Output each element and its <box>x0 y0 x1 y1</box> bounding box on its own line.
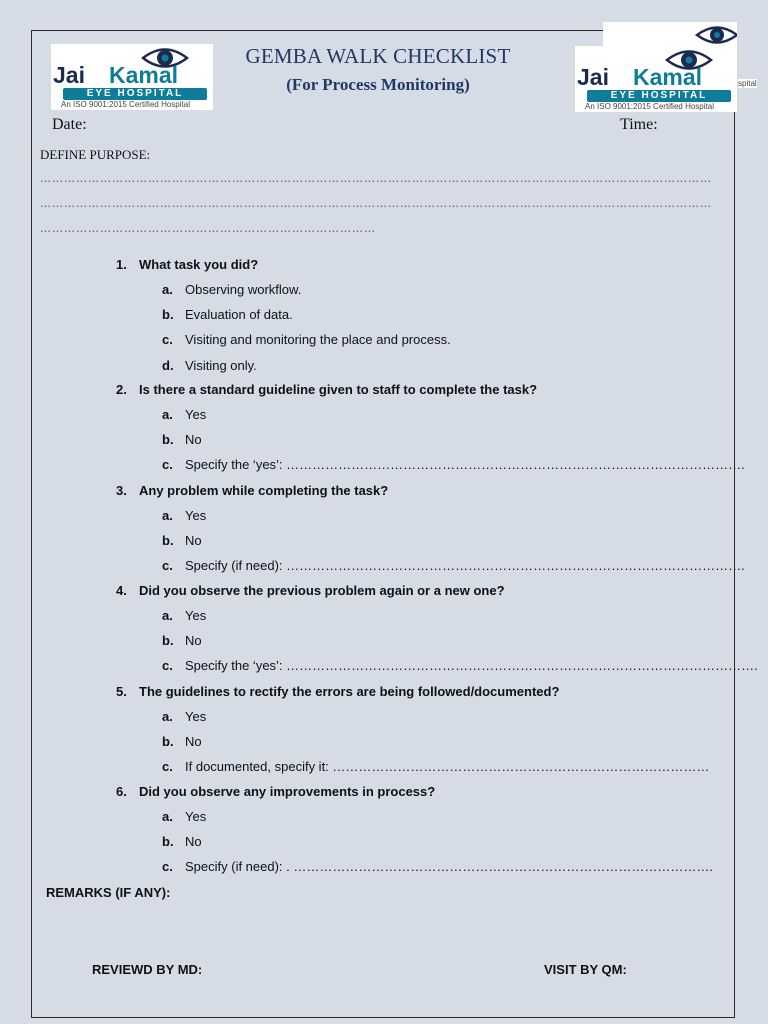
option-letter: b. <box>162 307 174 323</box>
date-label: Date: <box>52 116 87 133</box>
question-5 <box>116 684 559 699</box>
question-1-option <box>162 358 257 373</box>
option-letter: c. <box>162 457 173 473</box>
question-3-option <box>162 533 202 548</box>
question-number: 1. <box>116 257 127 272</box>
option-text: Yes <box>185 709 207 724</box>
question-1-option <box>162 282 301 297</box>
question-number: 2. <box>116 382 127 397</box>
logo-name-part1: Jai <box>53 62 85 88</box>
document-subtitle: (For Process Monitoring) <box>286 75 470 94</box>
time-label: Time: <box>620 116 658 133</box>
option-letter: a. <box>162 709 173 724</box>
option-letter: a. <box>162 407 173 422</box>
question-3 <box>116 483 388 498</box>
logo-name-part2: Kamal <box>633 64 703 90</box>
logo-partial-iso-text: spital <box>738 79 757 88</box>
option-letter: b. <box>162 432 174 448</box>
question-text: What task you did? <box>139 257 259 272</box>
question-2-option <box>162 457 745 472</box>
question-1-option <box>162 332 451 347</box>
question-4-option <box>162 658 758 673</box>
question-2 <box>116 382 537 397</box>
question-1-option <box>162 307 293 322</box>
document-title: GEMBA WALK CHECKLIST <box>245 44 511 68</box>
option-text: Specify (if need): . ……………………………………………………………………………………. <box>185 859 713 875</box>
question-6-option <box>162 859 713 874</box>
option-text: Observing workflow. <box>185 282 302 297</box>
option-text: Yes <box>185 809 207 824</box>
option-letter: b. <box>162 533 174 549</box>
option-text: No <box>185 834 202 850</box>
option-text: Yes <box>185 608 207 623</box>
option-text: No <box>185 633 202 649</box>
option-text: No <box>185 533 202 549</box>
question-6-option <box>162 834 202 849</box>
visit-by-label: VISIT BY QM: <box>544 962 627 977</box>
logo-iso-text: An ISO 9001:2015 Certified Hospital <box>61 100 190 109</box>
question-number: 5. <box>116 684 127 699</box>
option-letter: c. <box>162 558 173 574</box>
reviewed-by-label: REVIEWD BY MD: <box>92 962 203 977</box>
purpose-line-2: …………………………………………………………………………………………………………………………………………………… <box>40 197 712 210</box>
logo-band: EYE HOSPITAL <box>587 90 731 102</box>
option-text: Visiting only. <box>185 357 257 373</box>
question-text: The guidelines to rectify the errors are being followed/documented? <box>139 684 560 699</box>
option-letter: d. <box>162 357 174 373</box>
question-number: 6. <box>116 784 127 799</box>
question-text: Did you observe any improvements in process? <box>139 784 436 799</box>
eye-logo-icon <box>695 24 737 46</box>
option-letter: c. <box>162 759 173 775</box>
option-letter: b. <box>162 734 174 750</box>
question-2-option <box>162 432 202 447</box>
logo-right <box>575 46 737 112</box>
purpose-line-3: ………………………………………………………………………… <box>40 222 376 235</box>
option-letter: b. <box>162 834 174 850</box>
logo-band: EYE HOSPITAL <box>63 88 207 100</box>
question-text: Did you observe the previous problem again or a new one? <box>139 583 505 598</box>
question-5-option <box>162 759 709 774</box>
question-4-option <box>162 633 202 648</box>
option-letter: a. <box>162 508 173 523</box>
option-text: Evaluation of data. <box>185 307 293 323</box>
option-text: Yes <box>185 508 207 523</box>
option-letter: c. <box>162 658 173 674</box>
purpose-line-1: …………………………………………………………………………………………………………………………………………………… <box>40 172 712 185</box>
purpose-label: DEFINE PURPOSE: <box>40 147 151 162</box>
logo-name-part2: Kamal <box>109 62 179 88</box>
question-4 <box>116 583 505 598</box>
remarks-label: REMARKS (IF ANY): <box>46 885 171 900</box>
option-text: Yes <box>185 407 207 422</box>
question-1 <box>116 257 258 272</box>
question-6-option <box>162 809 206 824</box>
option-text: No <box>185 734 202 750</box>
option-text: Specify the ‘yes’: ……………………………………………………………………………………………. <box>185 457 745 473</box>
logo-left <box>51 44 213 110</box>
question-text: Is there a standard guideline given to staff to complete the task? <box>139 382 538 397</box>
logo-iso-text: An ISO 9001:2015 Certified Hospital <box>585 102 714 111</box>
question-5-option <box>162 709 206 724</box>
question-4-option <box>162 608 206 623</box>
question-5-option <box>162 734 202 749</box>
document-header <box>220 44 536 95</box>
question-3-option <box>162 508 206 523</box>
logo-name-part1: Jai <box>577 64 609 90</box>
option-letter: a. <box>162 282 173 297</box>
option-text: Visiting and monitoring the place and process. <box>185 332 451 348</box>
option-text: No <box>185 432 202 448</box>
question-number: 4. <box>116 583 127 598</box>
question-6 <box>116 784 435 799</box>
question-2-option <box>162 407 206 422</box>
question-text: Any problem while completing the task? <box>139 483 389 498</box>
option-text: Specify the ‘yes’: ………………………………………………………………………………………………. <box>185 658 758 674</box>
question-3-option <box>162 558 745 573</box>
option-letter: a. <box>162 809 173 824</box>
option-letter: a. <box>162 608 173 623</box>
option-letter: c. <box>162 332 173 348</box>
option-letter: b. <box>162 633 174 649</box>
option-text: Specify (if need): ……………………………………………………………………………………………. <box>185 558 745 574</box>
option-letter: c. <box>162 859 173 875</box>
question-number: 3. <box>116 483 127 498</box>
option-text: If documented, specify it: …………………………………………………………………………… <box>185 759 710 775</box>
